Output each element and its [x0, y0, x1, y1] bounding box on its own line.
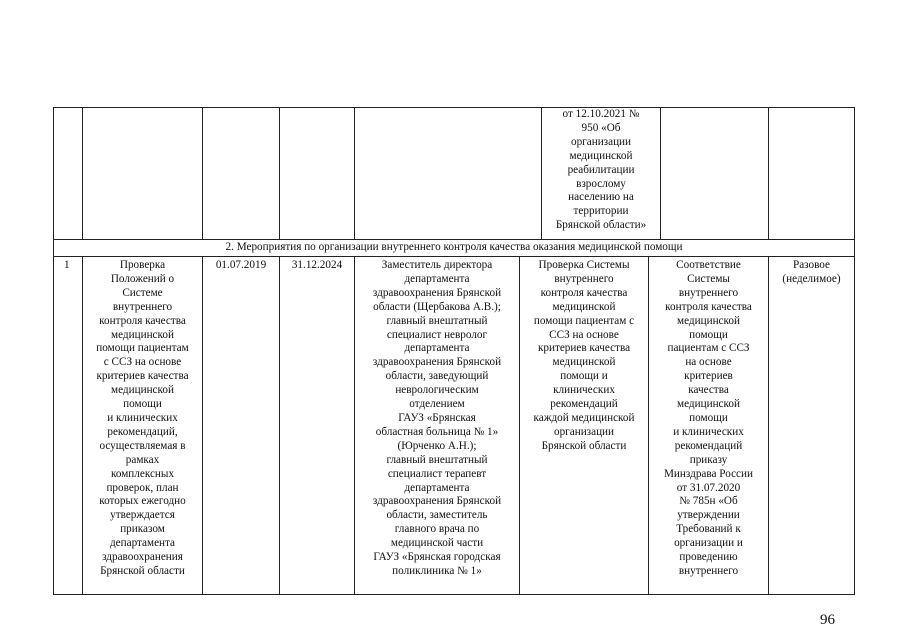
table-left-border	[53, 107, 54, 595]
section-header-bottom-border	[53, 256, 855, 257]
start-date-cell: 01.07.2019	[215, 259, 267, 271]
col-divider	[202, 256, 203, 594]
measure-name-cell: Проверка Положений о Системе внутреннего контроля качества медицинской помощи пациентам с ССЗ на основе критериев качества медицинской помощи и клинических рекомендаций, осуществляемая в рамках комплексных проверок, план которых ежегодно утверждается приказом департамента здравоохранения Брянской области	[96, 259, 189, 577]
section-header: 2. Мероприятия по организации внутреннего контроля качества оказания медицинской помощи	[225, 241, 683, 253]
table-top-border	[53, 107, 855, 108]
col-divider	[768, 107, 769, 239]
section-header-top-border	[53, 239, 855, 240]
col-divider	[354, 107, 355, 239]
col-divider	[279, 107, 280, 239]
col-divider	[279, 256, 280, 594]
col-divider	[202, 107, 203, 239]
measure-type-cell: Разовое (неделимое)	[782, 259, 841, 285]
col-divider	[768, 256, 769, 594]
col-divider	[82, 107, 83, 239]
result-cell: Проверка Системы внутреннего контроля качества медицинской помощи пациентам с ССЗ на основе критериев качества медицинской помощи и клинических рекомендаций каждой медицинской организации Брянской области	[533, 259, 635, 452]
indicator-cell: Соответствие Системы внутреннего контроля качества медицинской помощи пациентам с ССЗ на основе критериев качества медицинской помощи и клинических рекомендаций приказу Минздрава России от 31.07.2020 № 785н «Об утверждении Требований к организации и проведению внутреннего	[663, 259, 753, 577]
table-bottom-border	[53, 594, 855, 595]
end-date-cell: 31.12.2024	[291, 259, 343, 271]
page-number: 96	[820, 612, 835, 628]
col-divider	[660, 107, 661, 239]
row-number: 1	[64, 259, 70, 271]
responsible-cell: Заместитель директора департамента здравоохранения Брянской области (Щербакова А.В.); главный внештатный специалист невролог департамента здравоохранения Брянской области, заведующий неврологическим отделением ГАУЗ «Брянская областная больница № 1» (Юрченко А.Н.); главный внештатный специалист терапевт департамента здравоохранения Брянской области, заместитель главного врача по медицинской части ГАУЗ «Брянская городская поликлиника № 1»	[372, 259, 502, 577]
table-right-border	[854, 107, 855, 595]
document-reference-cell: от 12.10.2021 № 950 «Об организации медицинской реабилитации взрослому населению на территории Брянской области»	[555, 108, 647, 232]
